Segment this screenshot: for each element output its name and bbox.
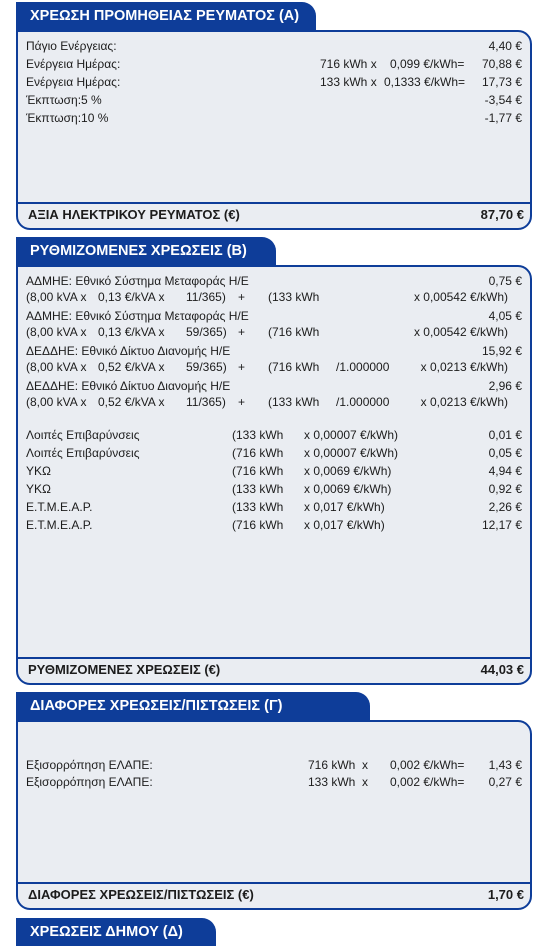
grid-rate: 0,52 €/kVA x [98,360,165,374]
section-a-row [26,39,522,54]
total-label: ΡΥΘΜΙΖΟΜΕΝΕΣ ΧΡΕΩΣΕΙΣ (€) [28,662,221,677]
section-c-row [26,758,522,773]
charge-rate: x 0,017 €/kWh) [304,518,385,532]
row-rate: 0,002 €/kWh= [390,775,465,789]
row-label: Εξισορρόπηση ΕΛΑΠΕ: [26,758,153,772]
row-rate: 0,099 €/kWh= [390,57,465,71]
grid-ekwh: x 0,00542 €/kWh) [413,325,508,339]
grid-name: ΑΔΜΗΕ: Εθνικό Σύστημα Μεταφοράς Η/Ε [26,309,249,323]
grid-amount: 4,05 € [488,309,522,323]
grid-amount: 0,75 € [488,274,522,288]
section-c-total [18,882,530,908]
grid-amount: 15,92 € [481,344,522,358]
row-label: Έκπτωση:10 % [26,111,109,125]
charge-kwh: (133 kWh [232,482,284,496]
grid-formula-row [26,360,522,375]
charge-amount: 4,94 € [488,464,522,478]
row-rate: 0,1333 €/kWh= [384,75,466,89]
row-amount: 70,88 € [481,57,522,71]
row-amount: 1,43 € [488,758,522,772]
row-qty: 133 kWh x [308,775,369,789]
grid-kwh: (133 kWh [268,395,320,409]
grid-rate: 0,52 €/kVA x [98,395,165,409]
row-label: Πάγιο Ενέργειας: [26,39,117,53]
charge-kwh: (716 kWh [232,518,284,532]
charge-amount: 0,01 € [488,428,522,442]
grid-plus: + [238,290,246,304]
row-label: Εξισορρόπηση ΕΛΑΠΕ: [26,775,153,789]
charge-label: Λοιπές Επιβαρύνσεις [26,428,140,442]
section-b-header [16,237,276,265]
row-qty: 133 kWh x [320,75,377,89]
row-rate: 0,002 €/kWh= [390,758,465,772]
grid-plus: + [238,395,246,409]
grid-kva: (8,00 kVA x [26,290,87,304]
other-charge-row [26,428,522,443]
other-charge-row [26,464,522,479]
total-label: ΑΞΙΑ ΗΛΕΚΤΡΙΚΟΥ ΡΕΥΜΑΤΟΣ (€) [28,207,240,222]
grid-name: ΔΕΔΔΗΕ: Εθνικό Δίκτυο Διανομής Η/Ε [26,379,231,393]
grid-div: /1.000000 [336,395,390,409]
grid-name: ΔΕΔΔΗΕ: Εθνικό Δίκτυο Διανομής Η/Ε [26,344,231,358]
grid-days: 11/365) [186,395,226,409]
charge-kwh: (716 kWh [232,464,284,478]
row-amount: 4,40 € [488,39,522,53]
section-d-header [16,918,216,946]
section-c-row [26,775,522,790]
row-amount: 17,73 € [481,75,522,89]
grid-div: /1.000000 [336,360,390,374]
grid-kva: (8,00 kVA x [26,325,87,339]
section-d-title: ΧΡΕΩΣΕΙΣ ΔΗΜΟΥ (Δ) [30,924,183,940]
section-a-row [26,111,522,126]
section-b-title: ΡΥΘΜΙΖΟΜΕΝΕΣ ΧΡΕΩΣΕΙΣ (Β) [30,243,247,259]
grid-formula-row [26,290,522,305]
grid-formula-row [26,325,522,340]
charge-amount: 0,05 € [488,446,522,460]
section-b-panel [16,265,532,685]
section-a-row [26,93,522,108]
grid-days: 59/365) [186,325,227,339]
grid-rate: 0,13 €/kVA x [98,290,165,304]
grid-kwh: (716 kWh [268,325,320,339]
section-a-total [18,202,530,228]
grid-rate: 0,13 €/kVA x [98,325,165,339]
charge-rate: x 0,017 €/kWh) [304,500,385,514]
section-a-row [26,75,522,90]
charge-kwh: (133 kWh [232,428,284,442]
grid-kva: (8,00 kVA x [26,395,87,409]
other-charge-row [26,518,522,533]
total-label: ΔΙΑΦΟΡΕΣ ΧΡΕΩΣΕΙΣ/ΠΙΣΤΩΣΕΙΣ (€) [28,887,254,902]
charge-amount: 0,92 € [488,482,522,496]
total-value: 87,70 € [480,207,524,222]
section-a-title: ΧΡΕΩΣΗ ΠΡΟΜΗΘΕΙΑΣ ΡΕΥΜΑΤΟΣ (Α) [30,8,300,24]
charge-kwh: (716 kWh [232,446,284,460]
grid-days: 11/365) [186,290,226,304]
section-c-title: ΔΙΑΦΟΡΕΣ ΧΡΕΩΣΕΙΣ/ΠΙΣΤΩΣΕΙΣ (Γ) [30,698,283,714]
grid-ekwh: x 0,0213 €/kWh) [420,395,508,409]
section-c-header [16,692,370,720]
grid-name-row [26,309,522,324]
charge-rate: x 0,00007 €/kWh) [304,446,399,460]
grid-name-row [26,379,522,394]
grid-kva: (8,00 kVA x [26,360,87,374]
grid-ekwh: x 0,0213 €/kWh) [420,360,508,374]
grid-days: 59/365) [186,360,227,374]
charge-rate: x 0,0069 €/kWh) [304,482,392,496]
section-c-panel [16,720,532,910]
charge-rate: x 0,00007 €/kWh) [304,428,399,442]
other-charge-row [26,482,522,497]
row-label: Ενέργεια Ημέρας: [26,75,121,89]
row-qty: 716 kWh x [308,758,369,772]
row-label: Έκπτωση:5 % [26,93,102,107]
section-a-panel [16,30,532,230]
grid-ekwh: x 0,00542 €/kWh) [413,290,508,304]
charge-label: ΥΚΩ [26,464,51,478]
charge-amount: 2,26 € [488,500,522,514]
grid-plus: + [238,325,246,339]
row-qty: 716 kWh x [320,57,377,71]
other-charge-row [26,446,522,461]
charge-kwh: (133 kWh [232,500,284,514]
section-b-total [18,657,530,683]
grid-amount: 2,96 € [488,379,522,393]
row-label: Ενέργεια Ημέρας: [26,57,121,71]
charge-label: Ε.Τ.Μ.Ε.Α.Ρ. [26,500,93,514]
grid-kwh: (133 kWh [268,290,320,304]
charge-label: Λοιπές Επιβαρύνσεις [26,446,140,460]
charge-amount: 12,17 € [481,518,522,532]
row-amount: -1,77 € [484,111,522,125]
row-amount: 0,27 € [488,775,522,789]
grid-kwh: (716 kWh [268,360,320,374]
row-amount: -3,54 € [484,93,522,107]
charge-label: ΥΚΩ [26,482,51,496]
grid-formula-row [26,395,522,410]
section-a-row [26,57,522,72]
grid-plus: + [238,360,246,374]
total-value: 1,70 € [487,887,524,902]
total-value: 44,03 € [480,662,524,677]
charge-rate: x 0,0069 €/kWh) [304,464,392,478]
grid-name: ΑΔΜΗΕ: Εθνικό Σύστημα Μεταφοράς Η/Ε [26,274,249,288]
other-charge-row [26,500,522,515]
grid-name-row [26,274,522,289]
charge-label: Ε.Τ.Μ.Ε.Α.Ρ. [26,518,93,532]
grid-name-row [26,344,522,359]
section-a-header [16,2,316,30]
